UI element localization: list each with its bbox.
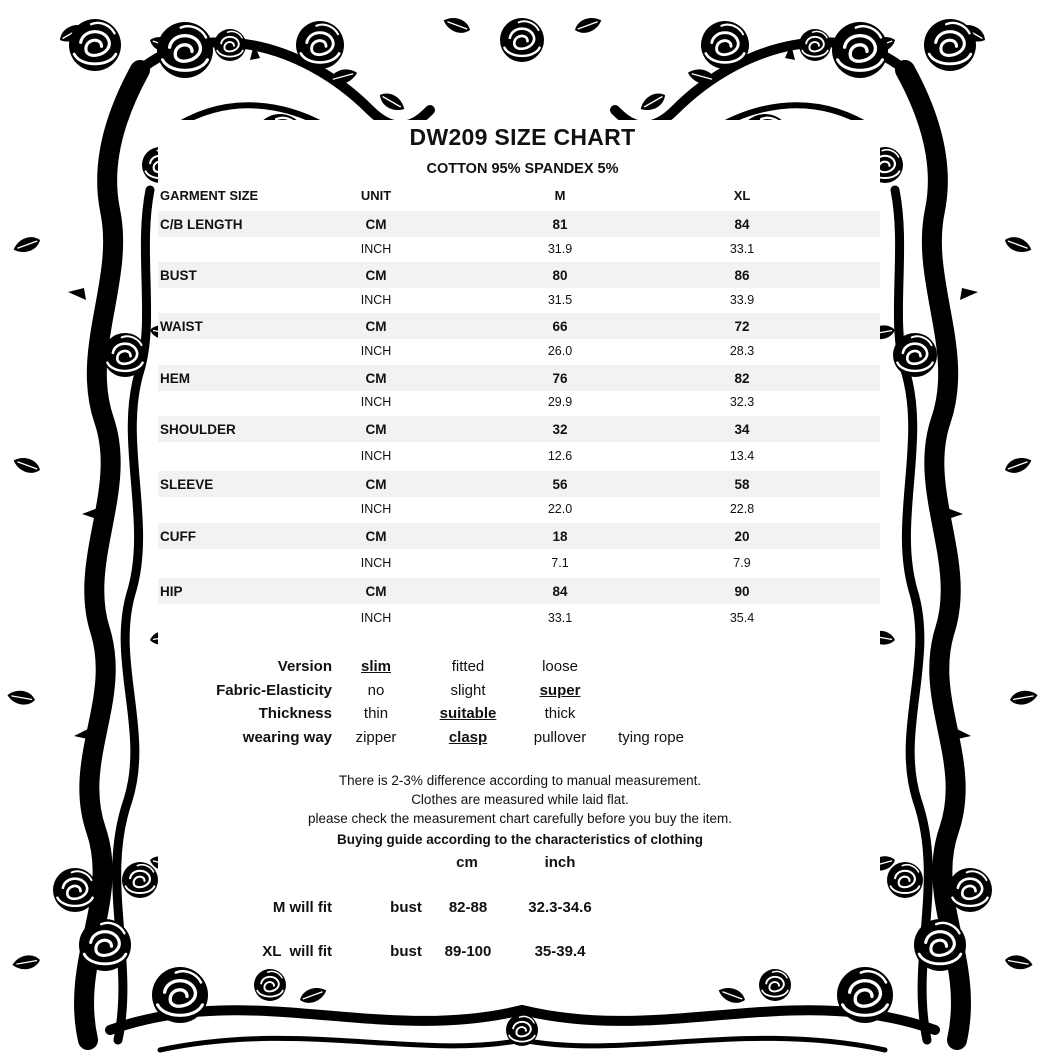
table-row [158, 523, 880, 549]
table-row [158, 471, 880, 497]
option-loose: loose [542, 658, 578, 675]
value-xl: 20 [734, 529, 750, 544]
guide-size-xl: XL will fit [262, 943, 332, 960]
header-unit: UNIT [360, 188, 392, 203]
header-garment-size: GARMENT SIZE [160, 188, 259, 203]
value-xl: 84 [734, 217, 750, 232]
value-xl: 72 [734, 319, 750, 334]
table-row [158, 287, 880, 313]
guide-inch-range: 32.3-34.6 [528, 899, 592, 916]
value-xl: 33.9 [729, 293, 755, 307]
value-m: 66 [552, 319, 568, 334]
table-row [158, 338, 880, 364]
option-zipper: zipper [355, 729, 397, 746]
table-row [158, 578, 880, 604]
value-xl: 28.3 [729, 344, 755, 358]
table-row [158, 236, 880, 262]
value-m: 84 [552, 584, 568, 599]
unit-cell: CM [365, 477, 387, 492]
unit-cell: CM [365, 371, 387, 386]
guide-part: bust [390, 943, 422, 960]
attr-label-wearing-way: wearing way [242, 729, 332, 746]
option-thick: thick [544, 705, 576, 722]
value-m: 80 [552, 268, 568, 283]
option-suitable: suitable [439, 705, 497, 722]
value-xl: 13.4 [729, 449, 755, 463]
unit-cell: INCH [360, 293, 392, 307]
page-title: DW209 SIZE CHART [409, 124, 636, 150]
header-size-xl: XL [733, 188, 751, 203]
option-slight: slight [450, 682, 486, 699]
unit-cell: CM [365, 529, 387, 544]
table-row [158, 365, 880, 391]
unit-cell: CM [365, 217, 387, 232]
value-m: 56 [552, 477, 568, 492]
unit-cell: INCH [360, 242, 392, 256]
value-m: 26.0 [547, 344, 573, 358]
unit-cell: INCH [360, 395, 392, 409]
value-m: 31.5 [547, 293, 573, 307]
value-xl: 22.8 [729, 502, 755, 516]
guide-cm-range: 82-88 [448, 899, 488, 916]
attr-label-thickness: Thickness [258, 705, 332, 722]
note-measurement-difference: There is 2-3% difference according to manual measurement. [338, 773, 702, 788]
table-row [158, 389, 880, 415]
option-pullover: pullover [533, 729, 587, 746]
option-no: no [367, 682, 385, 699]
value-m: 33.1 [547, 611, 573, 625]
unit-cell: CM [365, 584, 387, 599]
table-row [158, 416, 880, 442]
measurement-name: C/B LENGTH [160, 217, 243, 232]
measurement-name: HIP [160, 584, 183, 599]
header-size-m: M [554, 188, 566, 203]
option-fitted: fitted [451, 658, 485, 675]
value-m: 32 [552, 422, 568, 437]
table-row [158, 443, 880, 469]
table-row [158, 211, 880, 237]
option-super: super [539, 682, 581, 699]
value-m: 81 [552, 217, 568, 232]
table-row [158, 605, 880, 631]
table-row [158, 496, 880, 522]
value-m: 12.6 [547, 449, 573, 463]
fabric-composition: COTTON 95% SPANDEX 5% [426, 161, 619, 177]
value-m: 7.1 [551, 556, 569, 570]
value-xl: 86 [734, 268, 750, 283]
value-xl: 34 [734, 422, 750, 437]
measurement-name: HEM [160, 371, 190, 386]
value-m: 76 [552, 371, 568, 386]
value-xl: 33.1 [729, 242, 755, 256]
value-xl: 90 [734, 584, 750, 599]
table-row [158, 262, 880, 288]
unit-cell: INCH [360, 556, 392, 570]
unit-cell: INCH [360, 611, 392, 625]
note-laid-flat: Clothes are measured while laid flat. [411, 792, 629, 807]
guide-inch-range: 35-39.4 [534, 943, 586, 960]
value-m: 18 [552, 529, 568, 544]
guide-size-m: M will fit [272, 899, 332, 916]
value-m: 22.0 [547, 502, 573, 516]
note-check-chart: please check the measurement chart carefully before you buy the item. [308, 811, 732, 826]
value-xl: 35.4 [729, 611, 755, 625]
value-xl: 32.3 [729, 395, 755, 409]
option-clasp: clasp [448, 729, 488, 746]
attr-label-elasticity: Fabric-Elasticity [216, 682, 332, 699]
unit-cell: CM [365, 268, 387, 283]
option-tying-rope: tying rope [618, 729, 684, 746]
table-row [158, 550, 880, 576]
unit-cell: INCH [360, 344, 392, 358]
value-xl: 7.9 [733, 556, 751, 570]
measurement-name: WAIST [160, 319, 203, 334]
unit-cell: CM [365, 422, 387, 437]
measurement-name: BUST [160, 268, 197, 283]
guide-cm-range: 89-100 [444, 943, 492, 960]
option-thin: thin [363, 705, 389, 722]
guide-part: bust [390, 899, 422, 916]
unit-cell: INCH [360, 449, 392, 463]
option-slim: slim [360, 658, 391, 675]
measurement-name: SLEEVE [160, 477, 214, 492]
value-xl: 58 [734, 477, 750, 492]
guide-header-inch: inch [544, 854, 576, 871]
value-xl: 82 [734, 371, 750, 386]
measurement-name: CUFF [160, 529, 196, 544]
guide-header-cm: cm [456, 854, 478, 871]
attr-label-version: Version [277, 658, 332, 675]
table-row [158, 313, 880, 339]
measurement-name: SHOULDER [160, 422, 236, 437]
unit-cell: INCH [360, 502, 392, 516]
buying-guide-title: Buying guide according to the characteristics of clothing [336, 832, 704, 847]
value-m: 29.9 [547, 395, 573, 409]
unit-cell: CM [365, 319, 387, 334]
value-m: 31.9 [547, 242, 573, 256]
